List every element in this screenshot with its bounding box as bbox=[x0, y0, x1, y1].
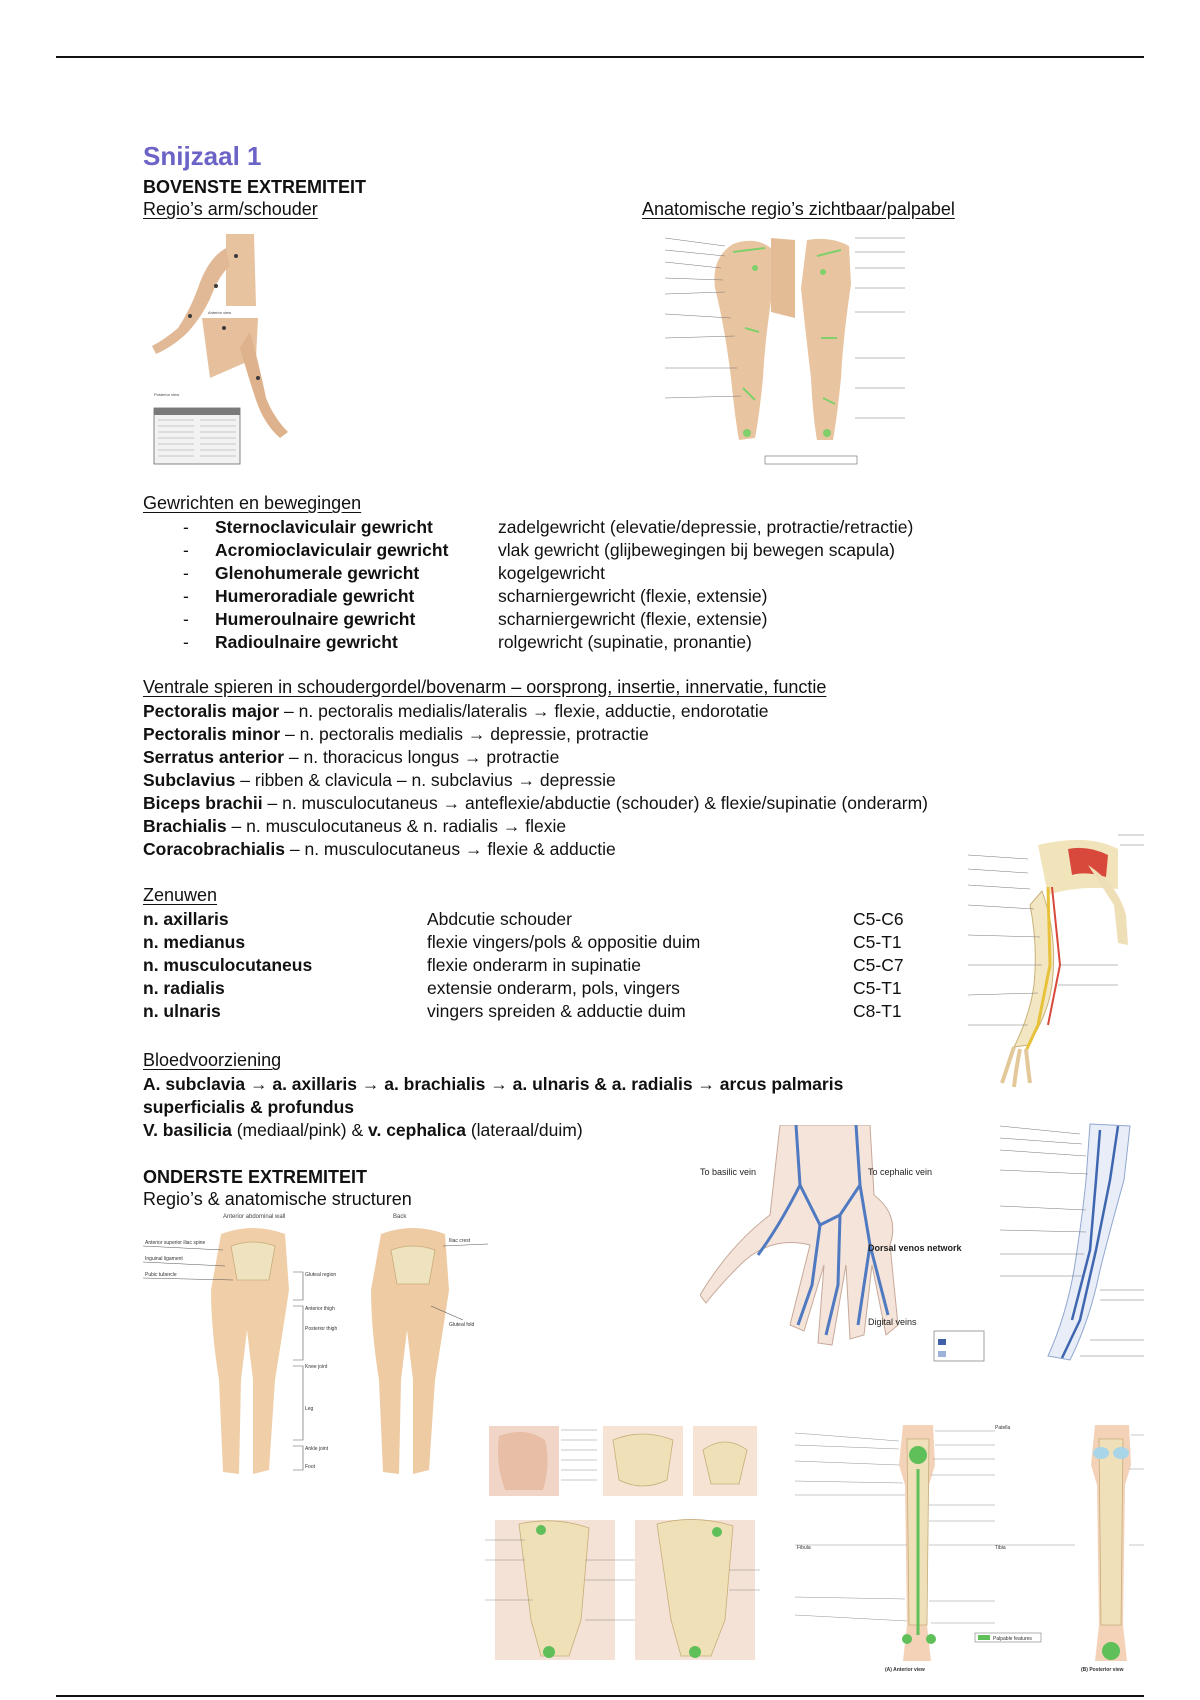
joint-description: scharniergewricht (flexie, extensie) bbox=[498, 586, 768, 606]
muscle-description: – n. musculocutaneus → anteflexie/abductie (schouder) & flexie/supinatie (onderarm) bbox=[262, 793, 928, 813]
digital-veins-label: Digital veins bbox=[868, 1317, 917, 1327]
nerve-segments: C8-T1 bbox=[853, 1001, 902, 1021]
blood-arterial-line-cont: superficialis & profundus bbox=[143, 1097, 354, 1117]
muscle-name: Biceps brachii bbox=[143, 793, 263, 813]
list-dash: - bbox=[183, 586, 189, 606]
fibula-label: Fibula bbox=[797, 1545, 811, 1551]
joint-description: vlak gewricht (glijbewegingen bij bewegen scapula) bbox=[498, 540, 895, 560]
muscle-name: Brachialis bbox=[143, 816, 227, 836]
joint-name: Glenohumerale gewricht bbox=[215, 563, 420, 583]
muscle-row bbox=[143, 746, 928, 769]
joint-name: Humeroradiale gewricht bbox=[215, 586, 415, 606]
muscle-description: – n. thoracicus longus → protractie bbox=[284, 747, 560, 767]
nerve-function: extensie onderarm, pols, vingers bbox=[427, 978, 680, 998]
nerve-segments: C5-C7 bbox=[853, 955, 904, 975]
joint-row bbox=[143, 516, 913, 539]
nerve-name: n. medianus bbox=[143, 932, 246, 952]
to-cephalic-label: To cephalic vein bbox=[868, 1167, 933, 1177]
palpable-regions-label: Anatomische regio’s zichtbaar/palpabel bbox=[642, 199, 955, 219]
nerve-name: n. musculocutaneus bbox=[143, 955, 313, 975]
inguinal-label: Inguinal ligament bbox=[145, 1256, 183, 1262]
muscles-heading: Ventrale spieren in schoudergordel/bovenarm – oorsprong, insertie, innervatie, functie bbox=[143, 677, 827, 697]
muscle-row bbox=[143, 815, 928, 838]
nerve-segments: C5-T1 bbox=[853, 932, 902, 952]
leg-bones-figure bbox=[795, 1425, 1144, 1675]
muscle-row bbox=[143, 838, 928, 861]
palpable-legend-label: Palpable features bbox=[993, 1636, 1032, 1642]
nerve-row bbox=[143, 977, 904, 1000]
list-dash: - bbox=[183, 609, 189, 629]
hand-veins-figure bbox=[700, 1125, 1000, 1365]
nerve-function: Abdcutie schouder bbox=[427, 909, 572, 929]
blood-arterial-line: A. subclavia → a. axillaris → a. brachialis → a. ulnaris & a. radialis → arcus palmaris bbox=[143, 1074, 844, 1094]
arm-regions-figure bbox=[150, 228, 298, 468]
joint-description: rolgewricht (supinatie, pronantie) bbox=[498, 632, 752, 652]
joint-row bbox=[143, 608, 913, 631]
joint-row bbox=[143, 539, 913, 562]
list-dash: - bbox=[183, 540, 189, 560]
joints-heading: Gewrichten en bewegingen bbox=[143, 493, 362, 513]
lower-limb-regions-figure bbox=[143, 1210, 488, 1490]
dorsal-network-label: Dorsal venos network bbox=[868, 1243, 962, 1253]
joint-row bbox=[143, 562, 913, 585]
lower-regions-label: Regio’s & anatomische structuren bbox=[143, 1189, 412, 1209]
blood-venous-line: V. basilicia (mediaal/pink) & v. cephalica (lateraal/duim) bbox=[143, 1120, 583, 1140]
joint-description: kogelgewricht bbox=[498, 563, 605, 583]
svg-text:Posterior view: Posterior view bbox=[154, 392, 180, 397]
muscle-description: – ribben & clavicula – n. subclavius → depressie bbox=[235, 770, 616, 790]
anterior-thigh-label: Anterior thigh bbox=[305, 1306, 335, 1312]
list-dash: - bbox=[183, 632, 189, 652]
tibia-label: Tibia bbox=[995, 1545, 1006, 1551]
muscle-description: – n. musculocutaneus → flexie & adductie bbox=[285, 839, 616, 859]
nerves-table bbox=[143, 908, 904, 1023]
nerve-function: vingers spreiden & adductie duim bbox=[427, 1001, 686, 1021]
nerve-row bbox=[143, 1000, 904, 1023]
nerve-segments: C5-C6 bbox=[853, 909, 904, 929]
muscle-row bbox=[143, 792, 928, 815]
muscle-row bbox=[143, 723, 928, 746]
joint-description: zadelgewricht (elevatie/depressie, protractie/retractie) bbox=[498, 517, 914, 537]
asis-label: Anterior superior iliac spine bbox=[145, 1240, 206, 1246]
joint-name: Sternoclaviculair gewricht bbox=[215, 517, 433, 537]
hip-palpable-figure bbox=[485, 1420, 760, 1670]
knee-joint-label: Knee joint bbox=[305, 1364, 328, 1370]
arm-veins-figure bbox=[1000, 1120, 1144, 1380]
list-dash: - bbox=[183, 563, 189, 583]
nerve-row bbox=[143, 954, 904, 977]
to-basilic-label: To basilic vein bbox=[700, 1167, 757, 1177]
blood-heading: Bloedvoorziening bbox=[143, 1050, 282, 1070]
joint-name: Radioulnaire gewricht bbox=[215, 632, 398, 652]
regions-arm-label: Regio’s arm/schouder bbox=[143, 199, 318, 219]
nerves-heading: Zenuwen bbox=[143, 885, 218, 905]
nerve-name: n. axillaris bbox=[143, 909, 229, 929]
joint-name: Acromioclaviculair gewricht bbox=[215, 540, 449, 560]
joints-list bbox=[143, 516, 913, 654]
muscle-name: Pectoralis minor bbox=[143, 724, 281, 744]
joint-description: scharniergewricht (flexie, extensie) bbox=[498, 609, 768, 629]
nerve-row bbox=[143, 908, 904, 931]
iliac-crest-label: Iliac crest bbox=[449, 1238, 471, 1244]
joint-name: Humeroulnaire gewricht bbox=[215, 609, 416, 629]
anterior-abdominal-wall-label: Anterior abdominal wall bbox=[223, 1214, 286, 1220]
muscle-name: Subclavius bbox=[143, 770, 236, 790]
upper-extremity-heading: BOVENSTE EXTREMITEIT bbox=[143, 177, 367, 197]
muscle-name: Pectoralis major bbox=[143, 701, 280, 721]
joint-row bbox=[143, 631, 913, 654]
bottom-rule bbox=[56, 1695, 1144, 1697]
nerve-segments: C5-T1 bbox=[853, 978, 902, 998]
foot-label: Foot bbox=[305, 1464, 316, 1470]
lower-extremity-heading: ONDERSTE EXTREMITEIT bbox=[143, 1167, 368, 1187]
muscle-name: Serratus anterior bbox=[143, 747, 285, 767]
muscle-description: – n. pectoralis medialis/lateralis → flexie, adductie, endorotatie bbox=[279, 701, 769, 721]
nerve-row bbox=[143, 931, 904, 954]
svg-text:Anterior view: Anterior view bbox=[208, 310, 232, 315]
muscles-list bbox=[143, 700, 928, 861]
gluteal-region-label: Gluteal region bbox=[305, 1272, 337, 1278]
patella-label: Patella bbox=[995, 1425, 1011, 1431]
palpable-arm-figure bbox=[655, 228, 915, 472]
posterior-view-label: (B) Posterior view bbox=[1081, 1667, 1124, 1673]
joint-row bbox=[143, 585, 913, 608]
gluteal-fold-label: Gluteal fold bbox=[449, 1322, 475, 1328]
arm-nerves-figure bbox=[968, 825, 1144, 1093]
muscle-description: – n. pectoralis medialis → depressie, protractie bbox=[280, 724, 649, 744]
back-label: Back bbox=[393, 1214, 407, 1220]
muscle-row bbox=[143, 769, 928, 792]
nerve-name: n. radialis bbox=[143, 978, 225, 998]
page-title: Snijzaal 1 bbox=[143, 141, 262, 171]
nerve-function: flexie vingers/pols & oppositie duim bbox=[427, 932, 701, 952]
nerve-name: n. ulnaris bbox=[143, 1001, 221, 1021]
nerve-function: flexie onderarm in supinatie bbox=[427, 955, 642, 975]
ankle-joint-label: Ankle joint bbox=[305, 1446, 329, 1452]
muscle-row bbox=[143, 700, 928, 723]
top-rule bbox=[56, 56, 1144, 58]
muscle-description: – n. musculocutaneus & n. radialis → flexie bbox=[226, 816, 567, 836]
leg-label: Leg bbox=[305, 1406, 314, 1412]
posterior-thigh-label: Posterior thigh bbox=[305, 1326, 338, 1332]
anterior-view-label: (A) Anterior view bbox=[885, 1667, 925, 1673]
muscle-name: Coracobrachialis bbox=[143, 839, 285, 859]
pubic-tubercle-label: Pubic tubercle bbox=[145, 1272, 177, 1278]
list-dash: - bbox=[183, 517, 189, 537]
